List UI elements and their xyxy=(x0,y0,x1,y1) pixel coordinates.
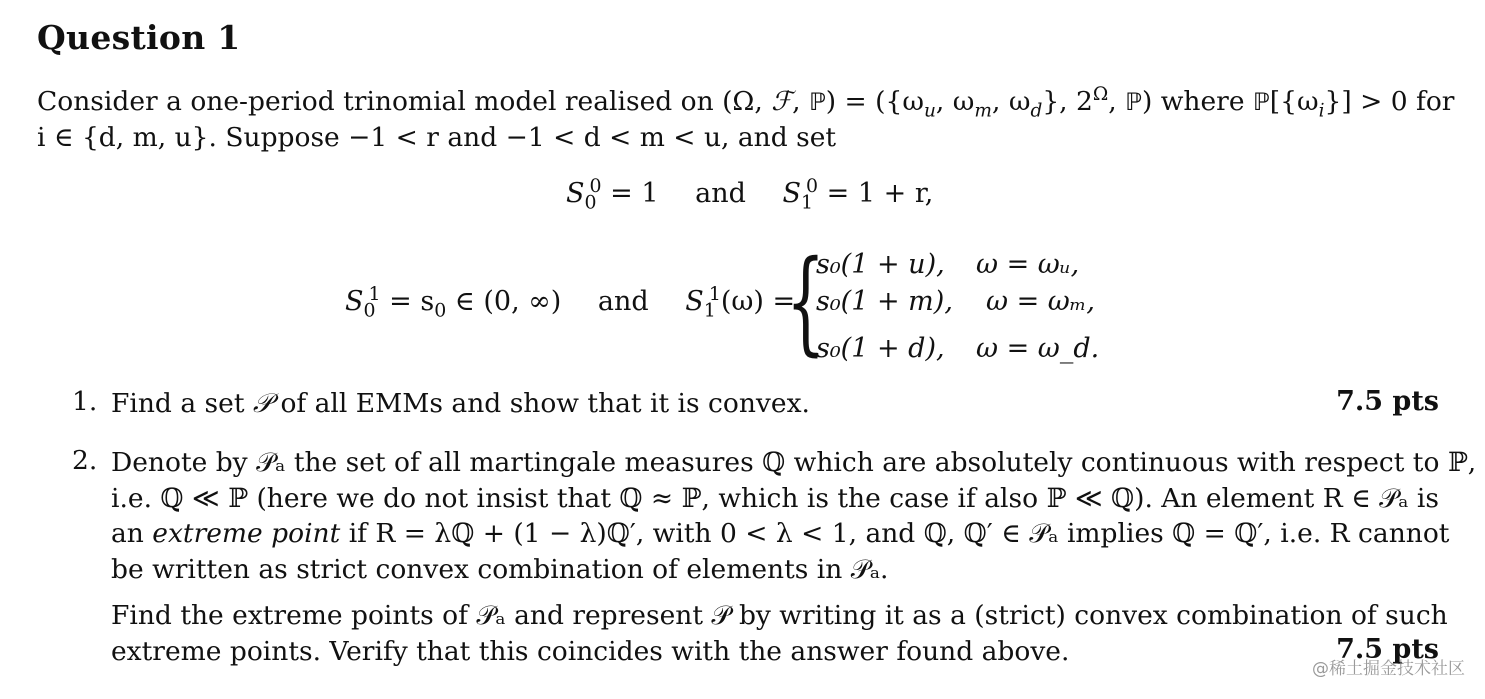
cases-brace: { xyxy=(786,237,826,367)
item-2-paragraph-2 xyxy=(111,598,1448,669)
item-2-line-2: i.e. ℚ ≪ ℙ (here we do not insist that ℚ ≈ ℙ, which is the case if also ℙ ≪ ℚ). An element R ∈ 𝒫ₐ is xyxy=(111,482,1439,514)
case-row-d: s₀(1 + d), ω = ω_d. xyxy=(816,333,1100,364)
case-row-m: s₀(1 + m), ω = ωₘ, xyxy=(816,286,1095,317)
item-2-line-1: Denote by 𝒫ₐ the set of all martingale measures ℚ which are absolutely continuous with respect to ℙ, xyxy=(111,447,1477,478)
item-2-paragraph-1 xyxy=(111,445,1477,587)
item-2-number: 2. xyxy=(72,445,98,476)
item-2-p2-line-2: extreme points. Verify that this coincides with the answer found above. xyxy=(111,635,1070,667)
watermark: @稀土掘金技术社区 xyxy=(1312,659,1465,679)
item-1-text: Find a set 𝒫 of all EMMs and show that it is convex. xyxy=(111,388,810,419)
item-1-points: 7.5 pts xyxy=(1336,386,1439,417)
display-equation-1: $S_0^0 = 1$ and $S_1^0 = 1 + r$, xyxy=(566,175,934,214)
question-title: Question 1 xyxy=(37,18,241,57)
item-2-points: 7.5 pts xyxy=(1336,634,1439,665)
item-1-number: 1. xyxy=(72,386,98,417)
case-row-u: s₀(1 + u), ω = ωᵤ, xyxy=(816,249,1080,280)
intro-line-2: i ∈ {d, m, u}. Suppose −1 < r and −1 < d < m < u, and set xyxy=(37,122,837,153)
item-2-line-4: be written as strict convex combination of elements in 𝒫ₐ. xyxy=(111,553,889,585)
intro-paragraph xyxy=(37,84,1455,156)
item-2-line-3: an extreme point if R = λℚ + (1 − λ)ℚ′, with 0 < λ < 1, and ℚ, ℚ′ ∈ 𝒫ₐ implies ℚ = ℚ′, i.e. R cannot xyxy=(111,518,1450,549)
intro-line-1: Consider a one-period trinomial model realised on (Ω, ℱ, ℙ) = ({$\omega_u$, $\omega_m$, $\omega_d$}, $2^\Omega$, ℙ) where $ℙ[\{\omega_i\}] > 0$ for xyxy=(37,84,1455,122)
item-2-p2-line-1: Find the extreme points of 𝒫ₐ and represent 𝒫 by writing it as a (strict) convex combination of such xyxy=(111,600,1448,631)
display-equation-2-lhs: $S_0^1 = s_0$ ∈ (0, ∞) and $S_1^1(\omega)$ = xyxy=(345,283,796,322)
